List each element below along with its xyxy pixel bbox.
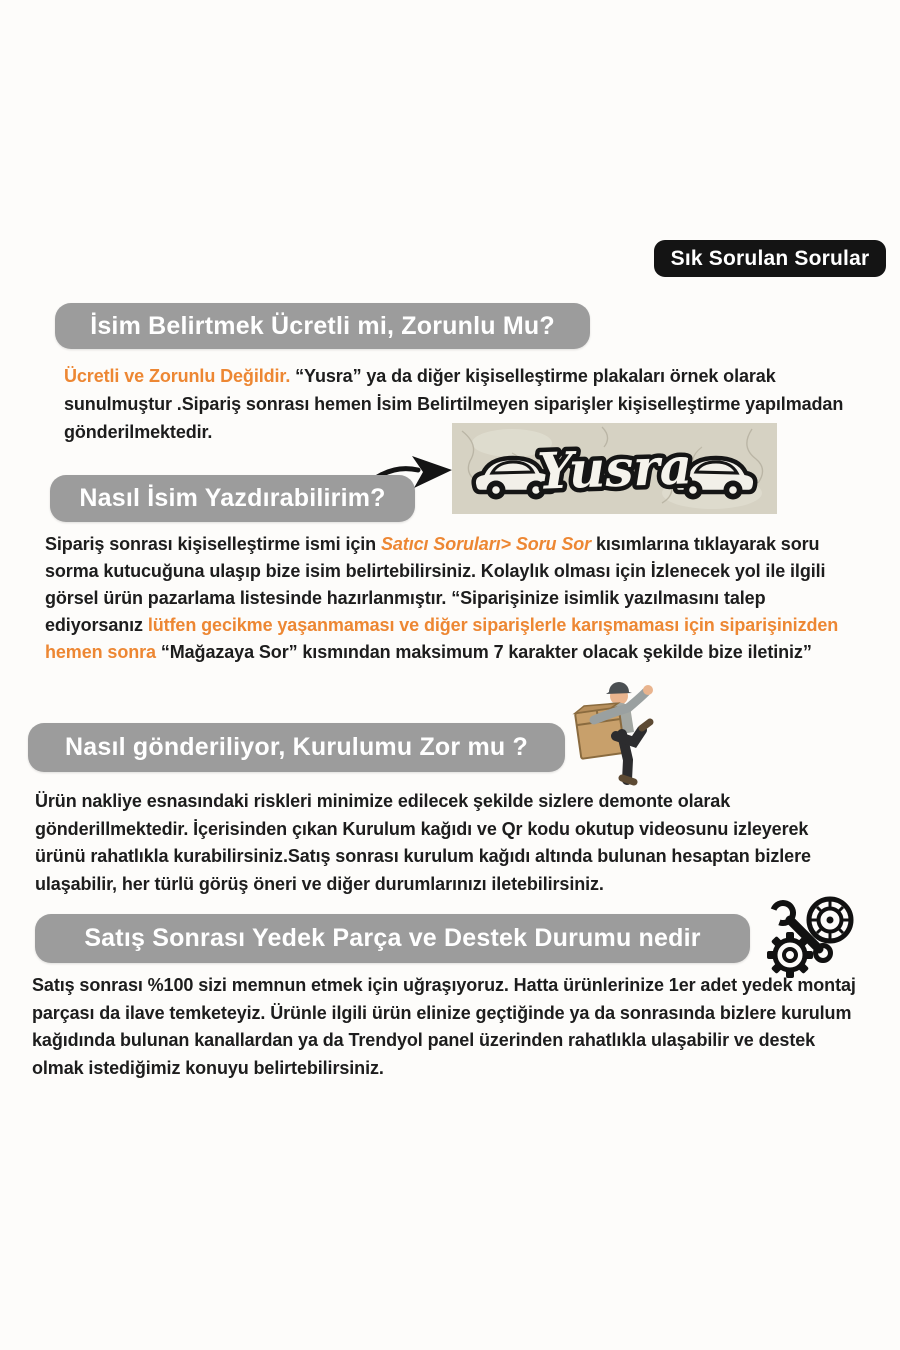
wrench-and-gears-icon xyxy=(763,893,863,979)
answer-pricing-highlight: Ücretli ve Zorunlu Değildir. xyxy=(64,366,296,386)
answer-2-run-1: Satıcı Soruları> Soru Sor xyxy=(380,534,592,554)
answer-shipping xyxy=(35,788,863,898)
personalized-name-plate-image xyxy=(452,423,777,514)
answer-support xyxy=(32,972,864,1082)
answer-2-run-3: lütfen gecikme yaşanmaması ve diğer siparişlerle karışmaması için siparişinizden hemen sonra xyxy=(45,615,839,662)
answer-2-run-4: “Mağazaya Sor” kısmından maksimum 7 karakter olacak şekilde bize iletiniz” xyxy=(160,642,812,662)
answer-3-text: Ürün nakliye esnasındaki riskleri minimize edilecek şekilde sizlere demonte olarak gönderillmektedir. İçerisinden çıkan Kurulum kağıdı ve Qr kodu okutup videosunu izleyerek ürünü rahatlıkla kurabilirsiniz.Satış sonrası kurulum kağıdı altında bulunan hesaptan bizlere ulaşabilir, her türlü görüş öneri ve diğer durumlarınızı iletebilirsiniz. xyxy=(35,791,811,894)
question-pill-support: Satış Sonrası Yedek Parça ve Destek Durumu nedir xyxy=(35,914,750,963)
question-pill-how-to-name: Nasıl İsim Yazdırabilirim? xyxy=(50,475,415,522)
faq-title-label: Sık Sorulan Sorular xyxy=(670,246,870,270)
answer-2-run-0: Sipariş sonrası kişiselleştirme ismi için xyxy=(45,534,381,554)
question-pill-shipping: Nasıl gönderiliyor, Kurulumu Zor mu ? xyxy=(28,723,565,772)
answer-4-text: Satış sonrası %100 sizi memnun etmek için uğraşıyoruz. Hatta ürünlerinize 1er adet yedek montaj parçası da ilave temketeyiz. Ürünle ilgili ürün elinize geçtiğinde ya da sonrasında bizlere kurulum kağıdında bulunan kanallardan ya da Trendyol panel üzerinden rahatlıkla ulaşabilir ve destek olmak istediğimiz konuyu belirtebilirsiniz. xyxy=(32,975,856,1078)
question-pill-pricing: İsim Belirtmek Ücretli mi, Zorunlu Mu? xyxy=(55,303,590,349)
answer-pricing-text: “Yusra” ya da diğer kişiselleştirme plakaları örnek olarak sunulmuştur .Sipariş sonrası hemen İsim Belirtilmeyen siparişler kişiselleştirme yapılmadan gönderilmektedir. xyxy=(64,366,844,442)
answer-how-to-name xyxy=(45,531,863,666)
answer-2-run-2: kısımlarına tıklayarak soru sorma kutucuğuna ulaşıp bize isim belirtebilirsiniz. Kolaylık olması için İzlenecek yol ile ilgili görsel ürün pazarlama listesinde hazırlanmıştır. “Siparişinize isimlik yazılmasını talep ediyorsanız xyxy=(45,534,826,635)
delivery-man-with-box-image xyxy=(570,678,662,786)
faq-title-badge xyxy=(654,240,886,277)
plate-name-text: Yusra xyxy=(536,436,693,501)
